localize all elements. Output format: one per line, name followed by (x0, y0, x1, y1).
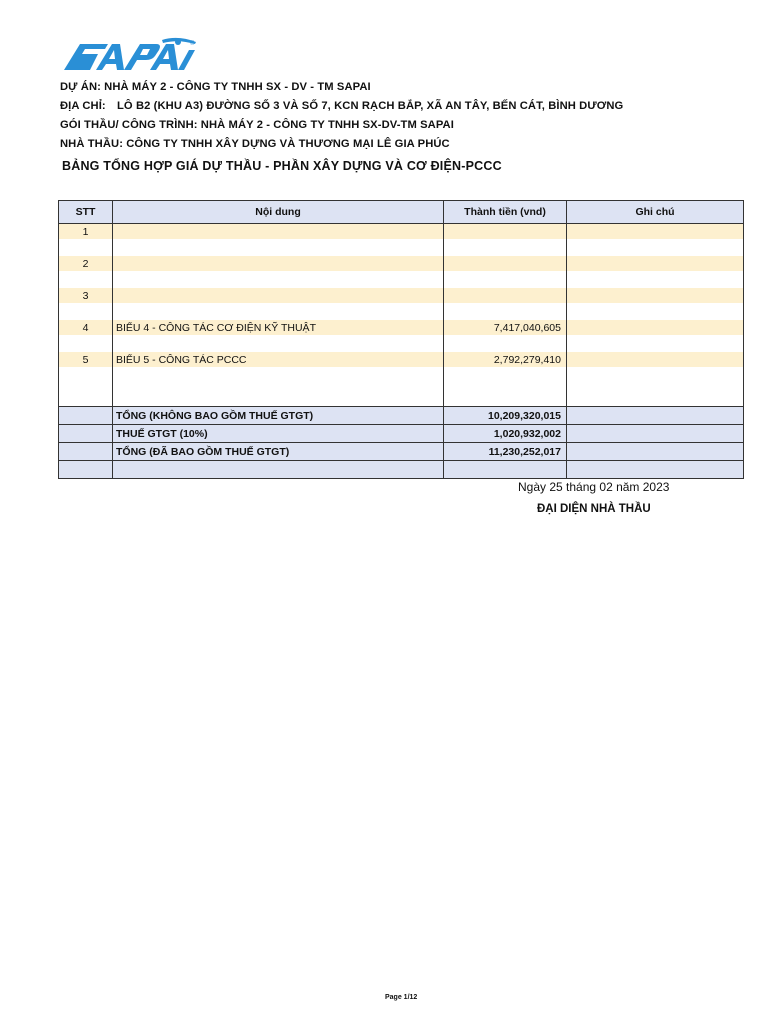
total-amount: 10,209,320,015 (444, 407, 567, 425)
signature-date: Ngày 25 tháng 02 năm 2023 (518, 480, 670, 494)
project-line: DỰ ÁN: NHÀ MÁY 2 - CÔNG TY TNHH SX - DV - TM SAPAI (60, 81, 371, 93)
total-label: TỔNG (KHÔNG BAO GỒM THUẾ GTGT) (113, 407, 444, 425)
empty-footer-row (59, 461, 744, 479)
svg-text:®: ® (190, 41, 195, 47)
table-row (59, 288, 744, 320)
address-line (60, 97, 623, 116)
bid-summary-table (58, 200, 744, 479)
row-stt: 5 (59, 352, 112, 367)
row-content (113, 256, 443, 271)
row-content (113, 288, 443, 303)
vat-amount: 1,020,932,002 (444, 425, 567, 443)
row-note (567, 256, 743, 271)
row-stt: 3 (59, 288, 112, 303)
row-stt: 4 (59, 320, 112, 335)
header-amount: Thành tiền (vnd) (444, 201, 567, 224)
document-title: BẢNG TỔNG HỢP GIÁ DỰ THẦU - PHẦN XÂY DỰNG VÀ CƠ ĐIỆN-PCCC (62, 159, 502, 173)
row-content: BIỂU 4 - CÔNG TÁC CƠ ĐIỆN KỸ THUẬT (113, 320, 443, 335)
row-note (567, 288, 743, 303)
signature-role: ĐẠI DIỆN NHÀ THẦU (537, 503, 651, 515)
row-content: BIỂU 5 - CÔNG TÁC PCCC (113, 352, 443, 367)
grand-total-amount: 11,230,252,017 (444, 443, 567, 461)
address-label: ĐỊA CHỈ: (60, 100, 106, 112)
table-row (59, 320, 744, 352)
project-info (60, 78, 623, 154)
row-note (567, 224, 743, 239)
table-row (59, 224, 744, 257)
row-stt: 1 (59, 224, 112, 239)
grand-total-label: TỔNG (ĐÃ BAO GỒM THUẾ GTGT) (113, 443, 444, 461)
vat-row (59, 425, 744, 443)
row-note (567, 352, 743, 367)
address-value: LÔ B2 (KHU A3) ĐƯỜNG SỐ 3 VÀ SỐ 7, KCN RẠCH BẮP, XÃ AN TÂY, BẾN CÁT, BÌNH DƯƠNG (117, 100, 624, 112)
row-amount: 7,417,040,605 (444, 320, 566, 335)
header-note: Ghi chú (567, 201, 744, 224)
row-amount (444, 256, 566, 271)
spacer-row (59, 384, 744, 407)
table-row (59, 352, 744, 384)
sapai-logo (58, 36, 198, 72)
row-stt: 2 (59, 256, 112, 271)
table-header-row (59, 201, 744, 224)
row-amount (444, 224, 566, 239)
row-amount: 2,792,279,410 (444, 352, 566, 367)
header-stt: STT (59, 201, 113, 224)
table-row (59, 256, 744, 288)
row-amount (444, 288, 566, 303)
contractor-line: NHÀ THẦU: CÔNG TY TNHH XÂY DỰNG VÀ THƯƠNG MẠI LÊ GIA PHÚC (60, 138, 450, 150)
header-content: Nội dung (113, 201, 444, 224)
vat-label: THUẾ GTGT (10%) (113, 425, 444, 443)
total-row-excl-vat (59, 407, 744, 425)
page-number: Page 1/12 (385, 994, 418, 1001)
total-row-incl-vat (59, 443, 744, 461)
row-content (113, 224, 443, 239)
package-line: GÓI THẦU/ CÔNG TRÌNH: NHÀ MÁY 2 - CÔNG TY TNHH SX-DV-TM SAPAI (60, 119, 454, 131)
row-note (567, 320, 743, 335)
